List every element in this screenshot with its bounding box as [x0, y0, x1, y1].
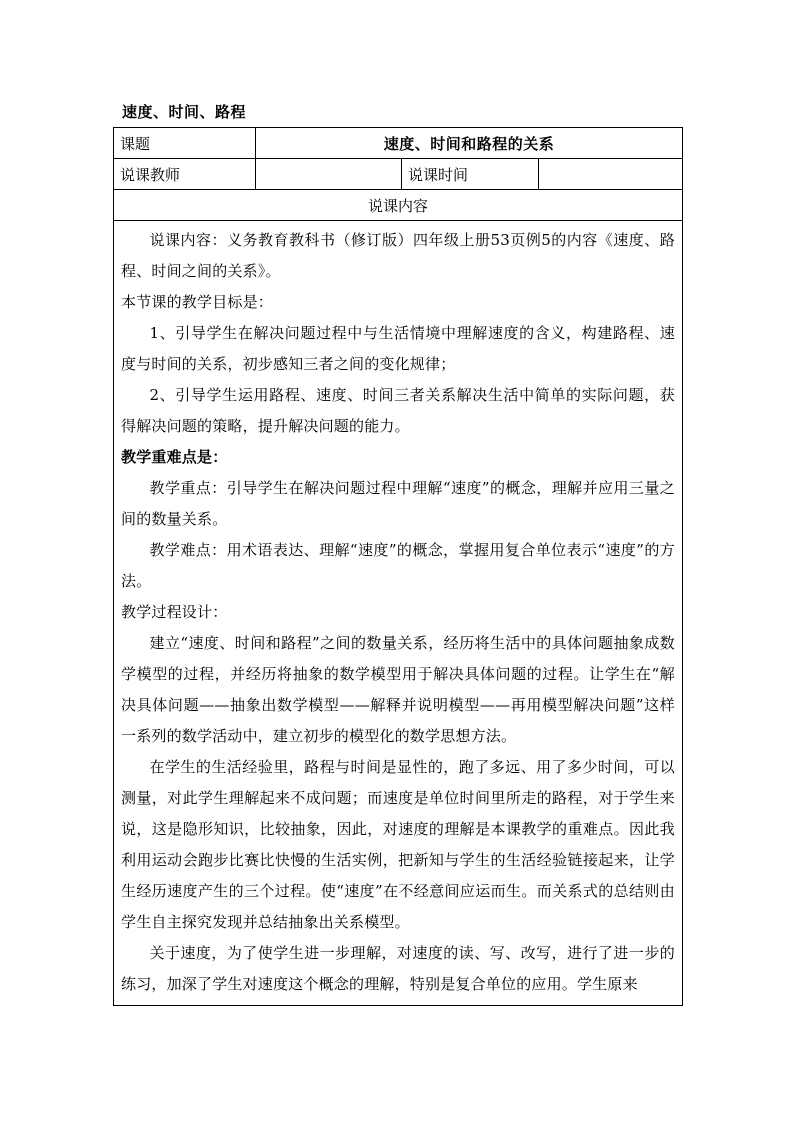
teacher-label: 说课教师	[114, 159, 256, 190]
key-points-heading: 教学重难点是：	[121, 448, 228, 466]
topic-label: 课题	[114, 128, 256, 159]
objectives-heading: 本节课的教学目标是：	[121, 293, 274, 311]
content-header: 说课内容	[114, 190, 683, 221]
content-cell	[114, 221, 683, 1006]
objective-1: 1、引导学生在解决问题过程中与生活情境中理解速度的含义，构建路程、速度与时间的关系，初步感知三者之间的变化规律；	[121, 324, 675, 373]
key-point: 教学重点：引导学生在解决问题过程中理解“速度”的概念，理解并应用三量之间的数量关系。	[121, 479, 675, 528]
topic-value: 速度、时间和路程的关系	[256, 128, 683, 159]
process-paragraph-3: 关于速度，为了使学生进一步理解，对速度的读、写、改写，进行了进一步的练习，加深了学生对速度这个概念的理解，特别是复合单位的应用。学生原来	[121, 944, 675, 993]
process-paragraph-2: 在学生的生活经验里，路程与时间是显性的，跑了多远、用了多少时间，可以测量，对此学生理解起来不成问题；而速度是单位时间里所走的路程，对于学生来说，这是隐形知识，比较抽象，因此，对速度的理解是本课教学的重难点。因此我利用运动会跑步比赛比快慢的生活实例，把新知与学生的生活经验链接起来，让学生经历速度产生的三个过程。使“速度”在不经意间应运而生。而关系式的总结则由学生自主探究发现并总结抽象出关系模型。	[121, 758, 675, 931]
content-header-row	[114, 190, 683, 221]
difficult-point: 教学难点：用术语表达、理解“速度”的概念，掌握用复合单位表示“速度”的方法。	[121, 541, 675, 590]
document-title: 速度、时间、路程	[122, 103, 247, 121]
lesson-table	[113, 127, 683, 1006]
content-row	[114, 221, 683, 1006]
time-value	[539, 159, 683, 190]
process-paragraph-1: 建立“速度、时间和路程”之间的数量关系，经历将生活中的具体问题抽象成数学模型的过程，并经历将抽象的数学模型用于解决具体问题的过程。让学生在“解决具体问题——抽象出数学模型——解释并说明模型——再用模型解决问题”这样一系列的数学活动中，建立初步的模型化的数学思想方法。	[121, 634, 675, 745]
objective-2: 2、引导学生运用路程、速度、时间三者关系解决生活中简单的实际问题，获得解决问题的策略，提升解决问题的能力。	[121, 386, 675, 435]
teacher-row	[114, 159, 683, 190]
topic-row	[114, 128, 683, 159]
process-heading: 教学过程设计：	[121, 603, 228, 621]
teacher-value	[256, 159, 402, 190]
content-paragraph: 说课内容：义务教育教科书（修订版）四年级上册53页例5的内容《速度、路程、时间之间的关系》。	[121, 231, 675, 280]
time-label: 说课时间	[402, 159, 539, 190]
